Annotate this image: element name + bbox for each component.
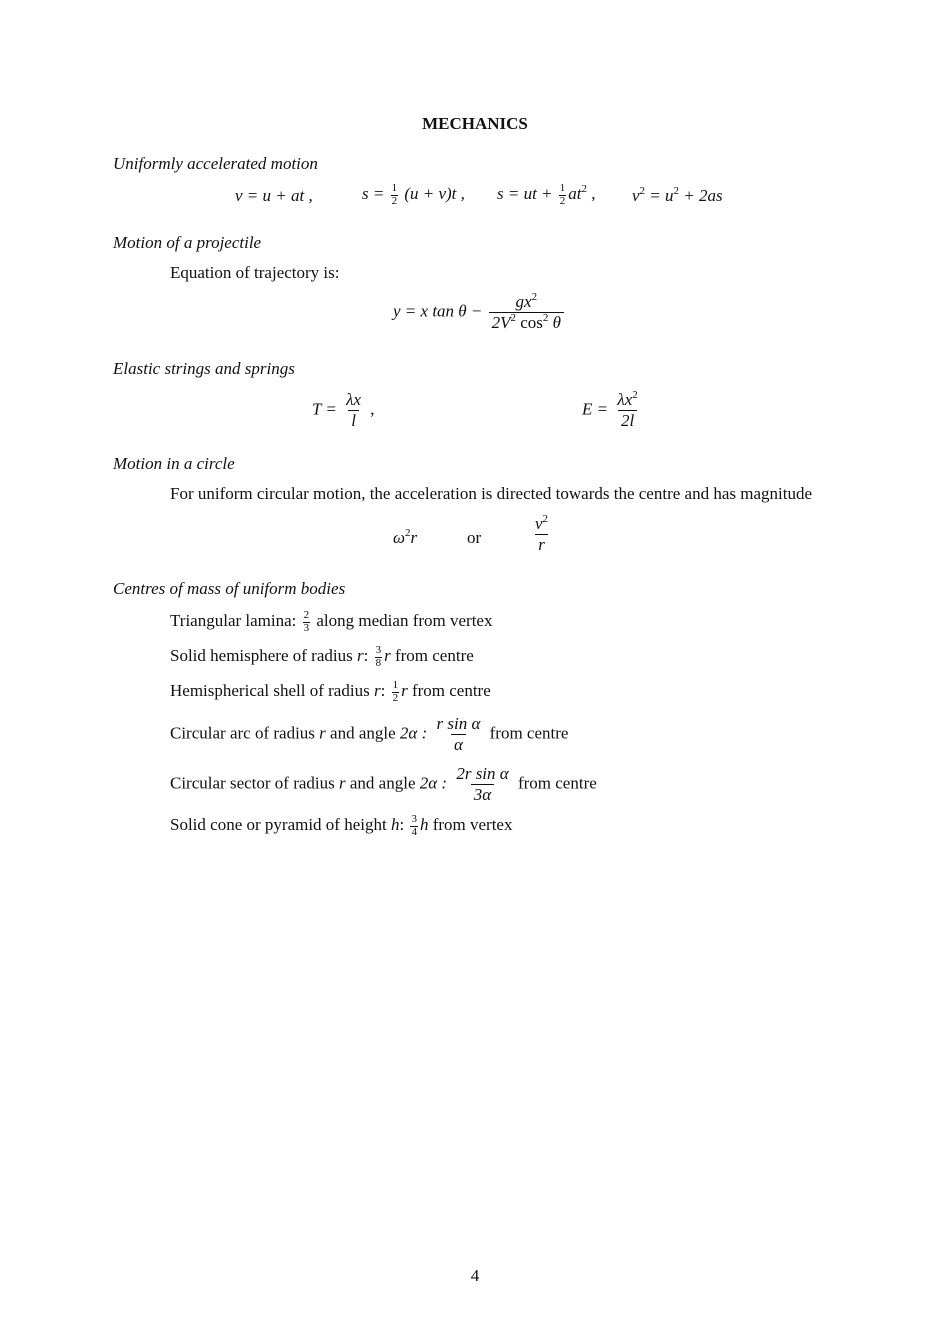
row-variable: h [390, 814, 400, 834]
exponent: 2 [542, 311, 549, 324]
fraction-numerator [614, 390, 640, 410]
row-colon: : [399, 814, 405, 834]
fraction-denominator: l [348, 410, 359, 431]
exponent: 2 [632, 389, 638, 401]
heading-centres-of-mass: Centres of mass of uniform bodies [113, 579, 346, 598]
fraction-numerator [532, 514, 551, 534]
row-hemispherical-shell [170, 680, 491, 704]
eq2-rest: (u + v)t , [404, 183, 465, 203]
numerator-text: gx [515, 292, 532, 311]
row-label: Hemispherical shell of radius [170, 680, 374, 700]
arc-fraction [434, 714, 484, 755]
tension-lhs: T = [312, 399, 337, 419]
fraction-numerator: r sin α [436, 714, 481, 733]
equation-velocity: v = u + at , [235, 186, 313, 205]
row-tail: from centre [411, 680, 491, 700]
eq3-end: , [587, 183, 596, 203]
equation-trajectory [393, 292, 566, 333]
eq3-rest: at [568, 183, 582, 203]
row-variable: r [373, 680, 381, 700]
eq4-v: v [632, 186, 640, 205]
fraction-numerator: 3 [375, 644, 382, 656]
row-radius: r [401, 680, 408, 700]
exponent: 2 [510, 311, 516, 324]
fraction-numerator: 2r sin α [456, 764, 509, 783]
equation-displacement-average [362, 183, 465, 207]
radius-text: r [410, 528, 418, 547]
row-solid-cone [170, 814, 512, 838]
row-label: Solid hemisphere of radius [170, 645, 357, 665]
fraction-half [559, 183, 567, 207]
row-colon: : [380, 680, 386, 700]
fraction-denominator: 3 [303, 621, 310, 634]
row-colon: : [363, 645, 369, 665]
fraction-denominator: 2 [559, 194, 566, 207]
fraction-numerator: λx [346, 390, 362, 409]
row-label-angle: and angle [345, 773, 420, 793]
sector-fraction [453, 764, 511, 805]
omega-text: ω [393, 528, 406, 547]
row-tail: from centre [517, 773, 597, 793]
circle-omega-expression [393, 528, 417, 548]
energy-lhs: E = [582, 399, 609, 419]
fraction-denominator [489, 312, 564, 333]
numerator-text: λx [617, 390, 633, 409]
heading-accelerated-motion: Uniformly accelerated motion [113, 154, 318, 173]
row-circular-sector [170, 764, 597, 805]
fraction-denominator: 4 [411, 825, 417, 838]
fraction-numerator: 1 [391, 182, 398, 194]
exponent: 2 [405, 527, 411, 539]
row-angle: 2α : [399, 723, 428, 743]
row-label: Solid cone or pyramid of height [170, 814, 391, 834]
eq2-lhs: s = [362, 183, 385, 203]
exponent: 2 [542, 513, 549, 525]
fraction-denominator: 2 [391, 194, 398, 207]
exponent: 2 [531, 291, 538, 303]
tension-fraction [343, 390, 364, 431]
numerator-text: v [535, 514, 543, 533]
velocity-fraction [532, 514, 551, 555]
row-circular-arc [170, 714, 568, 755]
row-height: h [419, 814, 429, 834]
row-label: Circular sector of radius [170, 773, 339, 793]
heading-projectile: Motion of a projectile [113, 233, 262, 252]
row-tail: from centre [394, 645, 474, 665]
fraction-three-eighths [375, 645, 383, 669]
row-tail: along median from vertex [316, 610, 493, 630]
exponent: 2 [673, 185, 680, 197]
fraction-denominator: 3α [471, 784, 494, 805]
fraction-denominator: 2 [392, 691, 399, 704]
equation-displacement-accel [497, 183, 596, 207]
row-triangular-lamina [170, 610, 492, 634]
energy-fraction [614, 390, 640, 431]
fraction-two-thirds [303, 610, 311, 634]
equation-tension [312, 390, 375, 431]
fraction-half [392, 680, 400, 704]
row-radius: r [384, 645, 391, 665]
circle-v-expression [530, 514, 553, 555]
fraction-numerator [513, 292, 541, 312]
heading-circle: Motion in a circle [113, 454, 235, 473]
row-solid-hemisphere [170, 645, 474, 669]
equation-elastic-energy [582, 390, 643, 431]
fraction-denominator: α [451, 734, 466, 755]
cos-text: cos [516, 312, 543, 332]
fraction-numerator: 2 [303, 609, 310, 621]
exponent: 2 [581, 182, 588, 195]
trajectory-intro: Equation of trajectory is: [170, 263, 340, 282]
or-text: or [467, 528, 482, 547]
fraction-denominator: r [535, 534, 548, 555]
row-label-angle: and angle [325, 723, 400, 743]
row-tail: from vertex [432, 814, 513, 834]
circle-intro: For uniform circular motion, the acceleration is directed towards the centre and has magnitude [170, 484, 812, 503]
row-variable: r [356, 645, 364, 665]
row-variable: r [319, 723, 326, 743]
theta-text: θ [548, 312, 562, 332]
fraction-three-quarters [410, 814, 418, 838]
trajectory-lhs: y = x tan θ − [393, 301, 483, 321]
eq4-rest: + 2as [679, 186, 723, 205]
heading-elastic: Elastic strings and springs [113, 359, 295, 378]
fraction-numerator: 3 [411, 813, 417, 825]
fraction-numerator: 1 [392, 679, 399, 691]
exponent: 2 [639, 185, 646, 197]
equation-velocity-squared [632, 186, 723, 206]
fraction-half [391, 183, 399, 207]
denominator-text: 2V [491, 312, 511, 332]
row-angle: 2α : [419, 773, 448, 793]
page-number: 4 [470, 1266, 480, 1285]
eq4-u: = u [645, 186, 674, 205]
fraction-numerator: 1 [559, 182, 566, 194]
fraction-denominator: 8 [375, 656, 382, 669]
fraction-denominator: 2l [618, 410, 637, 431]
row-label: Circular arc of radius [170, 723, 320, 743]
row-tail: from centre [489, 723, 569, 743]
page-title: MECHANICS [422, 114, 528, 133]
eq3-lhs: s = ut + [497, 183, 553, 203]
row-label: Triangular lamina: [170, 610, 297, 630]
tension-end: , [366, 399, 375, 419]
trajectory-fraction [489, 292, 564, 333]
row-variable: r [339, 773, 346, 793]
